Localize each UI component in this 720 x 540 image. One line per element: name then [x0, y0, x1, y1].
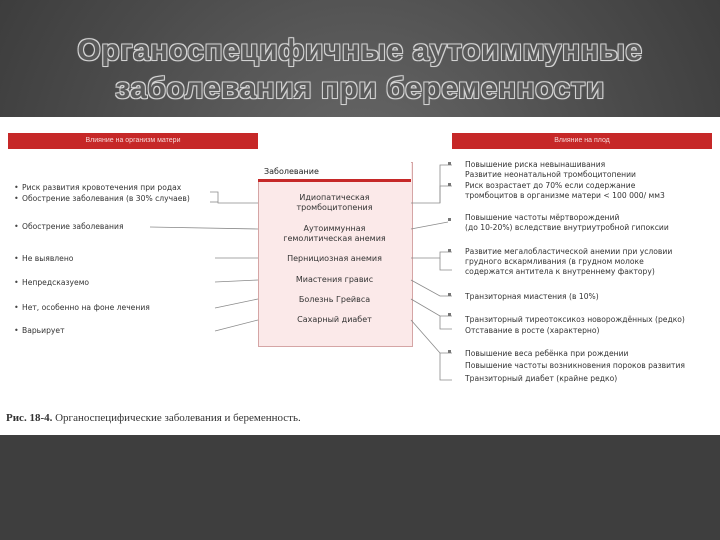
fetal-item-3: Риск возрастает до 70% если содержание	[465, 181, 636, 190]
disease-myasthenia: Миастения гравис	[295, 275, 374, 284]
figure-caption	[6, 412, 301, 424]
maternal-item-1: Риск развития кровотечения при родах	[22, 183, 182, 192]
disease-graves: Болезнь Грейвса	[298, 295, 371, 304]
maternal-item-5: Непредсказуемо	[22, 278, 90, 287]
bullet: •	[14, 326, 19, 335]
caption-text: Органоспецифические заболевания и беременность.	[52, 412, 301, 424]
disease-pernicious-anemia: Пернициозная анемия	[287, 254, 382, 263]
maternal-item-7: Варьирует	[22, 326, 65, 335]
fetal-item-5: Повышение частоты мёртворождений	[465, 213, 620, 222]
fetal-item-2: Развитие неонатальной тромбоцитопении	[465, 170, 636, 179]
bullet: •	[14, 183, 19, 192]
disease-itp: Идиопатическая тромбоцитопения	[296, 193, 373, 212]
bullet: •	[14, 254, 19, 263]
bullet: •	[14, 303, 19, 312]
fetal-item-15: Транзиторный диабет (крайне редко)	[465, 374, 618, 383]
maternal-item-2: Обострение заболевания (в 30% случаев)	[22, 194, 190, 203]
fetal-item-12: Отставание в росте (характерно)	[465, 326, 600, 335]
fetal-item-1: Повышение риска невынашивания	[465, 160, 606, 169]
slide-title-line-1: Органоспецифичные аутоиммунные	[77, 34, 643, 67]
maternal-header-bar: Влияние на организм матери	[8, 133, 258, 149]
maternal-item-3: Обострение заболевания	[22, 222, 124, 231]
fetal-item-6: (до 10-20%) вследствие внутриутробной гипоксии	[465, 223, 669, 232]
caption-label: Рис. 18-4.	[6, 412, 53, 424]
fetal-item-14: Повышение частоты возникновения пороков развития	[465, 361, 685, 370]
fetal-item-9: содержатся антитела к внутреннему фактору)	[465, 267, 655, 276]
disease-header-label: Заболевание	[264, 167, 319, 176]
fetal-item-10: Транзиторная миастения (в 10%)	[465, 292, 599, 301]
fetal-header-bar: Влияние на плод	[452, 133, 712, 149]
disease-diabetes: Сахарный диабет	[297, 315, 372, 324]
fetal-item-4: тромбоцитов в организме матери < 100 000/ мм3	[465, 191, 665, 200]
fetal-item-7: Развитие мегалобластической анемии при условии	[465, 247, 673, 256]
bullet: •	[14, 278, 19, 287]
bullet: •	[14, 222, 19, 231]
bullet: •	[14, 194, 19, 203]
fetal-item-11: Транзиторный тиреотоксикоз новорождённых (редко)	[465, 315, 685, 324]
fetal-item-8: грудного вскармливания (в грудном молоке	[465, 257, 644, 266]
slide-title-line-2: заболевания при беременности	[115, 72, 605, 105]
fetal-item-13: Повышение веса ребёнка при рождении	[465, 349, 629, 358]
maternal-item-6: Нет, особенно на фоне лечения	[22, 303, 150, 312]
maternal-item-4: Не выявлено	[22, 254, 74, 263]
disease-aiha: Аутоиммунная гемолитическая анемия	[283, 224, 386, 243]
